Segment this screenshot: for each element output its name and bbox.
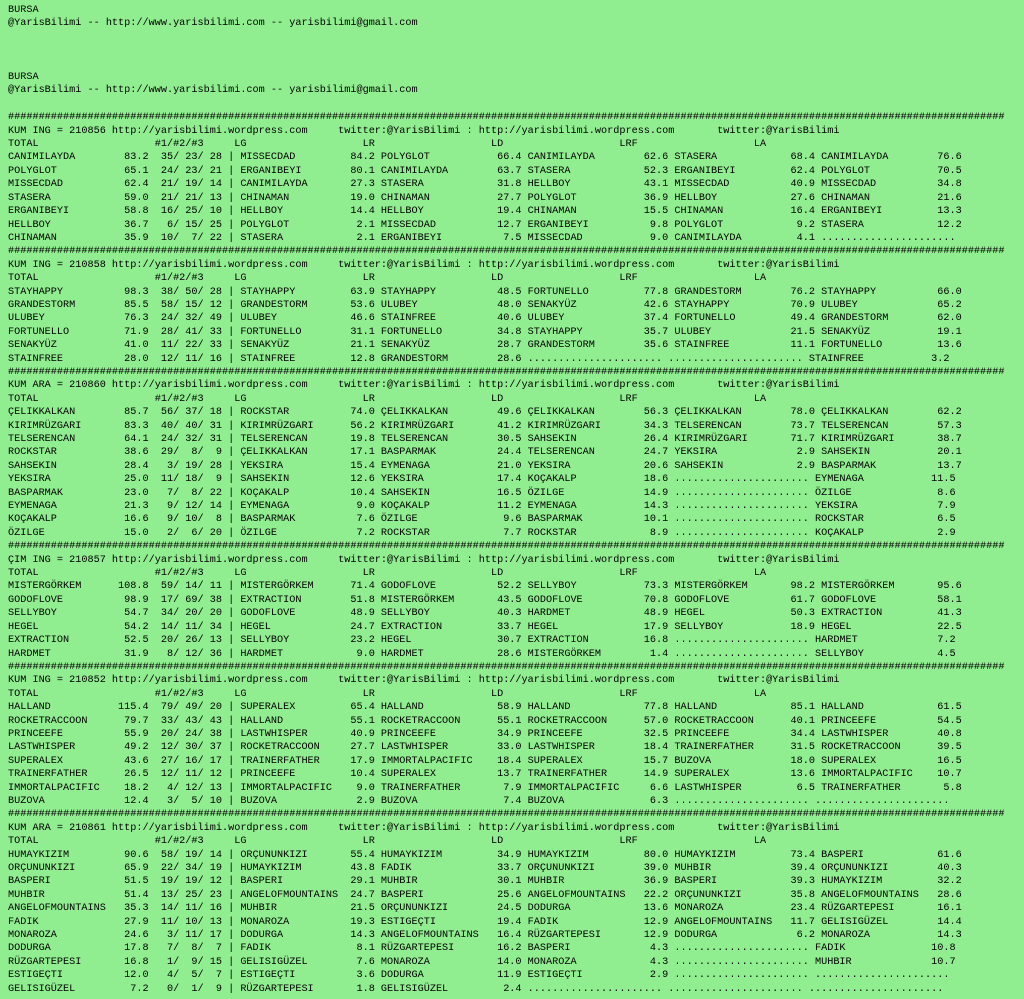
column-header-line: TOTAL #1/#2/#3 LG LR LD LRF LA: [8, 139, 767, 151]
separator-line: ###################################################################################################################################################################: [8, 366, 1005, 378]
horse-row: MISTERGÖRKEM 108.8 59/ 14/ 11 | MISTERGÖRKEM 71.4 GODOFLOVE 52.2 SELLYBOY 73.3 MISTERGÖRKEM 98.2 MISTERGÖRKEM 95.6: [8, 581, 962, 593]
horse-row: ERGANIBEYI 58.8 16/ 25/ 10 | HELLBOY 14.4 HELLBOY 19.4 CHINAMAN 15.5 CHINAMAN 16.4 ERGANIBEYI 13.3: [8, 206, 962, 218]
horse-row: BUZOVA 12.4 3/ 5/ 10 | BUZOVA 2.9 BUZOVA 7.4 BUZOVA 6.3 ...................... ......................: [8, 795, 950, 807]
horse-row: POLYGLOT 65.1 24/ 23/ 21 | ERGANIBEYI 80.1 CANIMILAYDA 63.7 STASERA 52.3 ERGANIBEYI 62.4 POLYGLOT 70.5: [8, 165, 962, 177]
horse-row: TRAINERFATHER 26.5 12/ 11/ 12 | PRINCEEFE 10.4 SUPERALEX 13.7 TRAINERFATHER 14.9 SUPERALEX 13.6 IMMORTALPACIFIC 10.7: [8, 769, 962, 781]
horse-row: RÜZGARTEPESI 16.8 1/ 9/ 15 | GELISIGÜZEL 7.6 MONAROZA 14.0 MONAROZA 4.3 ...................... MUHBIR 10.7: [8, 956, 956, 968]
separator-line: ###################################################################################################################################################################: [8, 541, 1005, 553]
horse-row: CANIMILAYDA 83.2 35/ 23/ 28 | MISSECDAD 84.2 POLYGLOT 66.4 CANIMILAYDA 62.6 STASERA 68.4 CANIMILAYDA 76.6: [8, 152, 962, 164]
race-header-line: KUM ING = 210856 http://yarisbilimi.wordpress.com twitter:@YarisBilimi : http://yarisbilimi.wordpress.com twitter:@YarisBilimi: [8, 125, 840, 137]
horse-row: FORTUNELLO 71.9 28/ 41/ 33 | FORTUNELLO 31.1 FORTUNELLO 34.8 STAYHAPPY 35.7 ULUBEY 21.5 SENAKYÜZ 19.1: [8, 326, 962, 338]
horse-row: GODOFLOVE 98.9 17/ 69/ 38 | EXTRACTION 51.8 MISTERGÖRKEM 43.5 GODOFLOVE 70.8 GODOFLOVE 61.7 GODOFLOVE 58.1: [8, 594, 962, 606]
separator-line: ###################################################################################################################################################################: [8, 661, 1005, 673]
separator-line: ###################################################################################################################################################################: [8, 809, 1005, 821]
horse-row: BASPARMAK 23.0 7/ 8/ 22 | KOÇAKALP 10.4 SAHSEKIN 16.5 ÖZILGE 14.9 ...................... ÖZILGE 8.6: [8, 487, 956, 499]
separator-line: ###################################################################################################################################################################: [8, 112, 1005, 124]
horse-row: KIRIMRÜZGARI 83.3 40/ 40/ 31 | KIRIMRÜZGARI 56.2 KIRIMRÜZGARI 41.2 KIRIMRÜZGARI 34.3 TELSERENCAN 73.7 TELSERENCAN 57.3: [8, 420, 962, 432]
race-header-line: KUM ING = 210852 http://yarisbilimi.wordpress.com twitter:@YarisBilimi : http://yarisbilimi.wordpress.com twitter:@YarisBilimi: [8, 675, 840, 687]
horse-row: ESTIGEÇTI 12.0 4/ 5/ 7 | ESTIGEÇTI 3.6 DODURGA 11.9 ESTIGEÇTI 2.9 ...................... ......................: [8, 970, 950, 982]
column-header-line: TOTAL #1/#2/#3 LG LR LD LRF LA: [8, 836, 767, 848]
horse-row: CHINAMAN 35.9 10/ 7/ 22 | STASERA 2.1 ERGANIBEYI 7.5 MISSECDAD 9.0 CANIMILAYDA 4.1 ......................: [8, 232, 956, 244]
horse-row: ANGELOFMOUNTAINS 35.3 14/ 11/ 16 | MUHBIR 21.5 ORÇUNUNKIZI 24.5 DODURGA 13.6 MONAROZA 23.4 RÜZGARTEPESI 16.1: [8, 903, 962, 915]
horse-row: ULUBEY 76.3 24/ 32/ 49 | ULUBEY 46.6 STAINFREE 40.6 ULUBEY 37.4 FORTUNELLO 49.4 GRANDESTORM 62.0: [8, 313, 962, 325]
horse-row: TELSERENCAN 64.1 24/ 32/ 31 | TELSERENCAN 19.8 TELSERENCAN 30.5 SAHSEKIN 26.4 KIRIMRÜZGARI 71.7 KIRIMRÜZGARI 38.7: [8, 434, 962, 445]
horse-row: ÇELIKKALKAN 85.7 56/ 37/ 18 | ROCKSTAR 74.0 ÇELIKKALKAN 49.6 ÇELIKKALKAN 56.3 ÇELIKKALKAN 78.0 ÇELIKKALKAN 62.2: [8, 407, 962, 419]
horse-row: BASPERI 51.5 19/ 19/ 12 | BASPERI 29.1 MUHBIR 30.1 MUHBIR 36.9 BASPERI 39.3 HUMAYKIZIM 32.2: [8, 876, 962, 888]
column-header-line: TOTAL #1/#2/#3 LG LR LD LRF LA: [8, 393, 767, 405]
horse-row: GELISIGÜZEL 7.2 0/ 1/ 9 | RÜZGARTEPESI 1.8 GELISIGÜZEL 2.4 ...................... ...................... ......................: [8, 983, 944, 995]
horse-row: SENAKYÜZ 41.0 11/ 22/ 33 | SENAKYÜZ 21.1 SENAKYÜZ 28.7 GRANDESTORM 35.6 STAINFREE 11.1 FORTUNELLO 13.6: [8, 340, 962, 352]
horse-row: PRINCEEFE 55.9 20/ 24/ 38 | LASTWHISPER 40.9 PRINCEEFE 34.9 PRINCEEFE 32.5 PRINCEEFE 34.4 LASTWHISPER 40.8: [8, 728, 962, 740]
horse-row: HARDMET 31.9 8/ 12/ 36 | HARDMET 9.0 HARDMET 28.6 MISTERGÖRKEM 1.4 ...................... SELLYBOY 4.5: [8, 648, 956, 660]
horse-row: EYMENAGA 21.3 9/ 12/ 14 | EYMENAGA 9.0 KOÇAKALP 11.2 EYMENAGA 14.3 ...................... YEKSIRA 7.9: [8, 501, 956, 513]
blank-line: [8, 44, 1024, 57]
blank-line: [8, 58, 1024, 71]
horse-row: YEKSIRA 25.0 11/ 18/ 9 | SAHSEKIN 12.6 YEKSIRA 17.4 KOÇAKALP 18.6 ...................... EYMENAGA 11.5: [8, 474, 956, 486]
race-header-line: ÇIM ING = 210857 http://yarisbilimi.wordpress.com twitter:@YarisBilimi : http://yarisbilimi.wordpress.com twitter:@YarisBilimi: [8, 554, 840, 566]
column-header-line: TOTAL #1/#2/#3 LG LR LD LRF LA: [8, 568, 767, 580]
horse-row: HALLAND 115.4 79/ 49/ 20 | SUPERALEX 65.4 HALLAND 58.9 HALLAND 77.8 HALLAND 85.1 HALLAND 61.5: [8, 702, 962, 714]
separator-line: ###################################################################################################################################################################: [8, 246, 1005, 258]
horse-row: MONAROZA 24.6 3/ 11/ 17 | DODURGA 14.3 ANGELOFMOUNTAINS 16.4 RÜZGARTEPESI 12.9 DODURGA 6.2 MONAROZA 14.3: [8, 930, 962, 942]
race-header-line: KUM ING = 210858 http://yarisbilimi.wordpress.com twitter:@YarisBilimi : http://yarisbilimi.wordpress.com twitter:@YarisBilimi: [8, 259, 840, 271]
horse-row: STAINFREE 28.0 12/ 11/ 16 | STAINFREE 12.8 GRANDESTORM 28.6 ...................... ...................... STAINFREE 3.2: [8, 353, 950, 365]
contact-line: @YarisBilimi -- http://www.yarisbilimi.com -- yarisbilimi@gmail.com: [8, 18, 418, 30]
horse-row: HUMAYKIZIM 90.6 58/ 19/ 14 | ORÇUNUNKIZI 55.4 HUMAYKIZIM 34.9 HUMAYKIZIM 80.0 HUMAYKIZIM 73.4 BASPERI 61.6: [8, 849, 962, 861]
horse-row: HEGEL 54.2 14/ 11/ 34 | HEGEL 24.7 EXTRACTION 33.7 HEGEL 17.9 SELLYBOY 18.9 HEGEL 22.5: [8, 621, 962, 633]
horse-row: KOÇAKALP 16.6 9/ 10/ 8 | BASPARMAK 7.6 ÖZILGE 9.6 BASPARMAK 10.1 ...................... ROCKSTAR 6.5: [8, 514, 956, 526]
horse-row: ROCKETRACCOON 79.7 33/ 43/ 43 | HALLAND 55.1 ROCKETRACCOON 55.1 ROCKETRACCOON 57.0 ROCKETRACCOON 40.1 PRINCEEFE 54.5: [8, 715, 962, 727]
blank-line: [8, 98, 1024, 111]
horse-row: GRANDESTORM 85.5 58/ 15/ 12 | GRANDESTORM 53.6 ULUBEY 48.0 SENAKYÜZ 42.6 STAYHAPPY 70.9 ULUBEY 65.2: [8, 299, 962, 311]
race-header-line: KUM ARA = 210860 http://yarisbilimi.wordpress.com twitter:@YarisBilimi : http://yarisbilimi.wordpress.com twitter:@YarisBilimi: [8, 380, 840, 392]
horse-row: ÖZILGE 15.0 2/ 6/ 20 | ÖZILGE 7.2 ROCKSTAR 7.7 ROCKSTAR 8.9 ...................... KOÇAKALP 2.9: [8, 527, 956, 539]
horse-row: SELLYBOY 54.7 34/ 20/ 20 | GODOFLOVE 48.9 SELLYBOY 40.3 HARDMET 48.9 HEGEL 50.3 EXTRACTION 41.3: [8, 608, 962, 620]
column-header-line: TOTAL #1/#2/#3 LG LR LD LRF LA: [8, 273, 767, 285]
horse-row: LASTWHISPER 49.2 12/ 30/ 37 | ROCKETRACCOON 27.7 LASTWHISPER 33.0 LASTWHISPER 18.4 TRAINERFATHER 31.5 ROCKETRACCOON 39.5: [8, 742, 962, 754]
race-header-line: KUM ARA = 210861 http://yarisbilimi.wordpress.com twitter:@YarisBilimi : http://yarisbilimi.wordpress.com twitter:@YarisBilimi: [8, 822, 840, 834]
column-header-line: TOTAL #1/#2/#3 LG LR LD LRF LA: [8, 688, 767, 700]
horse-row: STASERA 59.0 21/ 21/ 13 | CHINAMAN 19.0 CHINAMAN 27.7 POLYGLOT 36.9 HELLBOY 27.6 CHINAMAN 21.6: [8, 192, 962, 204]
horse-row: ROCKSTAR 38.6 29/ 8/ 9 | ÇELIKKALKAN 17.1 BASPARMAK 24.4 TELSERENCAN 24.7 YEKSIRA 2.9 SAHSEKIN 20.1: [8, 447, 962, 459]
horse-row: MISSECDAD 62.4 21/ 19/ 14 | CANIMILAYDA 27.3 STASERA 31.8 HELLBOY 43.1 MISSECDAD 40.9 MISSECDAD 34.8: [8, 179, 962, 191]
horse-row: ORÇUNUNKIZI 65.9 22/ 34/ 19 | HUMAYKIZIM 43.8 FADIK 33.7 ORÇUNUNKIZI 39.0 MUHBIR 39.4 ORÇUNUNKIZI 40.3: [8, 863, 962, 874]
horse-row: SUPERALEX 43.6 27/ 16/ 17 | TRAINERFATHER 17.9 IMMORTALPACIFIC 18.4 SUPERALEX 15.7 BUZOVA 18.0 SUPERALEX 16.5: [8, 755, 962, 767]
horse-row: FADIK 27.9 11/ 10/ 13 | MONAROZA 19.3 ESTIGEÇTI 19.4 FADIK 12.9 ANGELOFMOUNTAINS 11.7 GELISIGÜZEL 14.4: [8, 916, 962, 928]
blank-line: [8, 31, 1024, 44]
horse-row: SAHSEKIN 28.4 3/ 19/ 28 | YEKSIRA 15.4 EYMENAGA 21.0 YEKSIRA 20.6 SAHSEKIN 2.9 BASPARMAK 13.7: [8, 460, 962, 472]
city-title: BURSA: [8, 72, 39, 84]
city-title: BURSA: [8, 5, 39, 16]
horse-row: MUHBIR 51.4 13/ 25/ 23 | ANGELOFMOUNTAINS 24.7 BASPERI 25.6 ANGELOFMOUNTAINS 22.2 ORÇUNUNKIZI 35.8 ANGELOFMOUNTAINS 28.6: [8, 889, 962, 901]
horse-row: IMMORTALPACIFIC 18.2 4/ 12/ 13 | IMMORTALPACIFIC 9.0 TRAINERFATHER 7.9 IMMORTALPACIFIC 6.6 LASTWHISPER 6.5 TRAINERFATHER 5.8: [8, 782, 962, 794]
contact-line: @YarisBilimi -- http://www.yarisbilimi.com -- yarisbilimi@gmail.com: [8, 85, 418, 97]
horse-row: DODURGA 17.8 7/ 8/ 7 | FADIK 8.1 RÜZGARTEPESI 16.2 BASPERI 4.3 ...................... FADIK 10.8: [8, 943, 956, 955]
horse-row: EXTRACTION 52.5 20/ 26/ 13 | SELLYBOY 23.2 HEGEL 30.7 EXTRACTION 16.8 ...................... HARDMET 7.2: [8, 635, 956, 647]
horse-row: HELLBOY 36.7 6/ 15/ 25 | POLYGLOT 2.1 MISSECDAD 12.7 ERGANIBEYI 9.8 POLYGLOT 9.2 STASERA 12.2: [8, 219, 962, 231]
horse-row: STAYHAPPY 98.3 38/ 50/ 28 | STAYHAPPY 63.9 STAYHAPPY 48.5 FORTUNELLO 77.8 GRANDESTORM 76.2 STAYHAPPY 66.0: [8, 286, 962, 298]
